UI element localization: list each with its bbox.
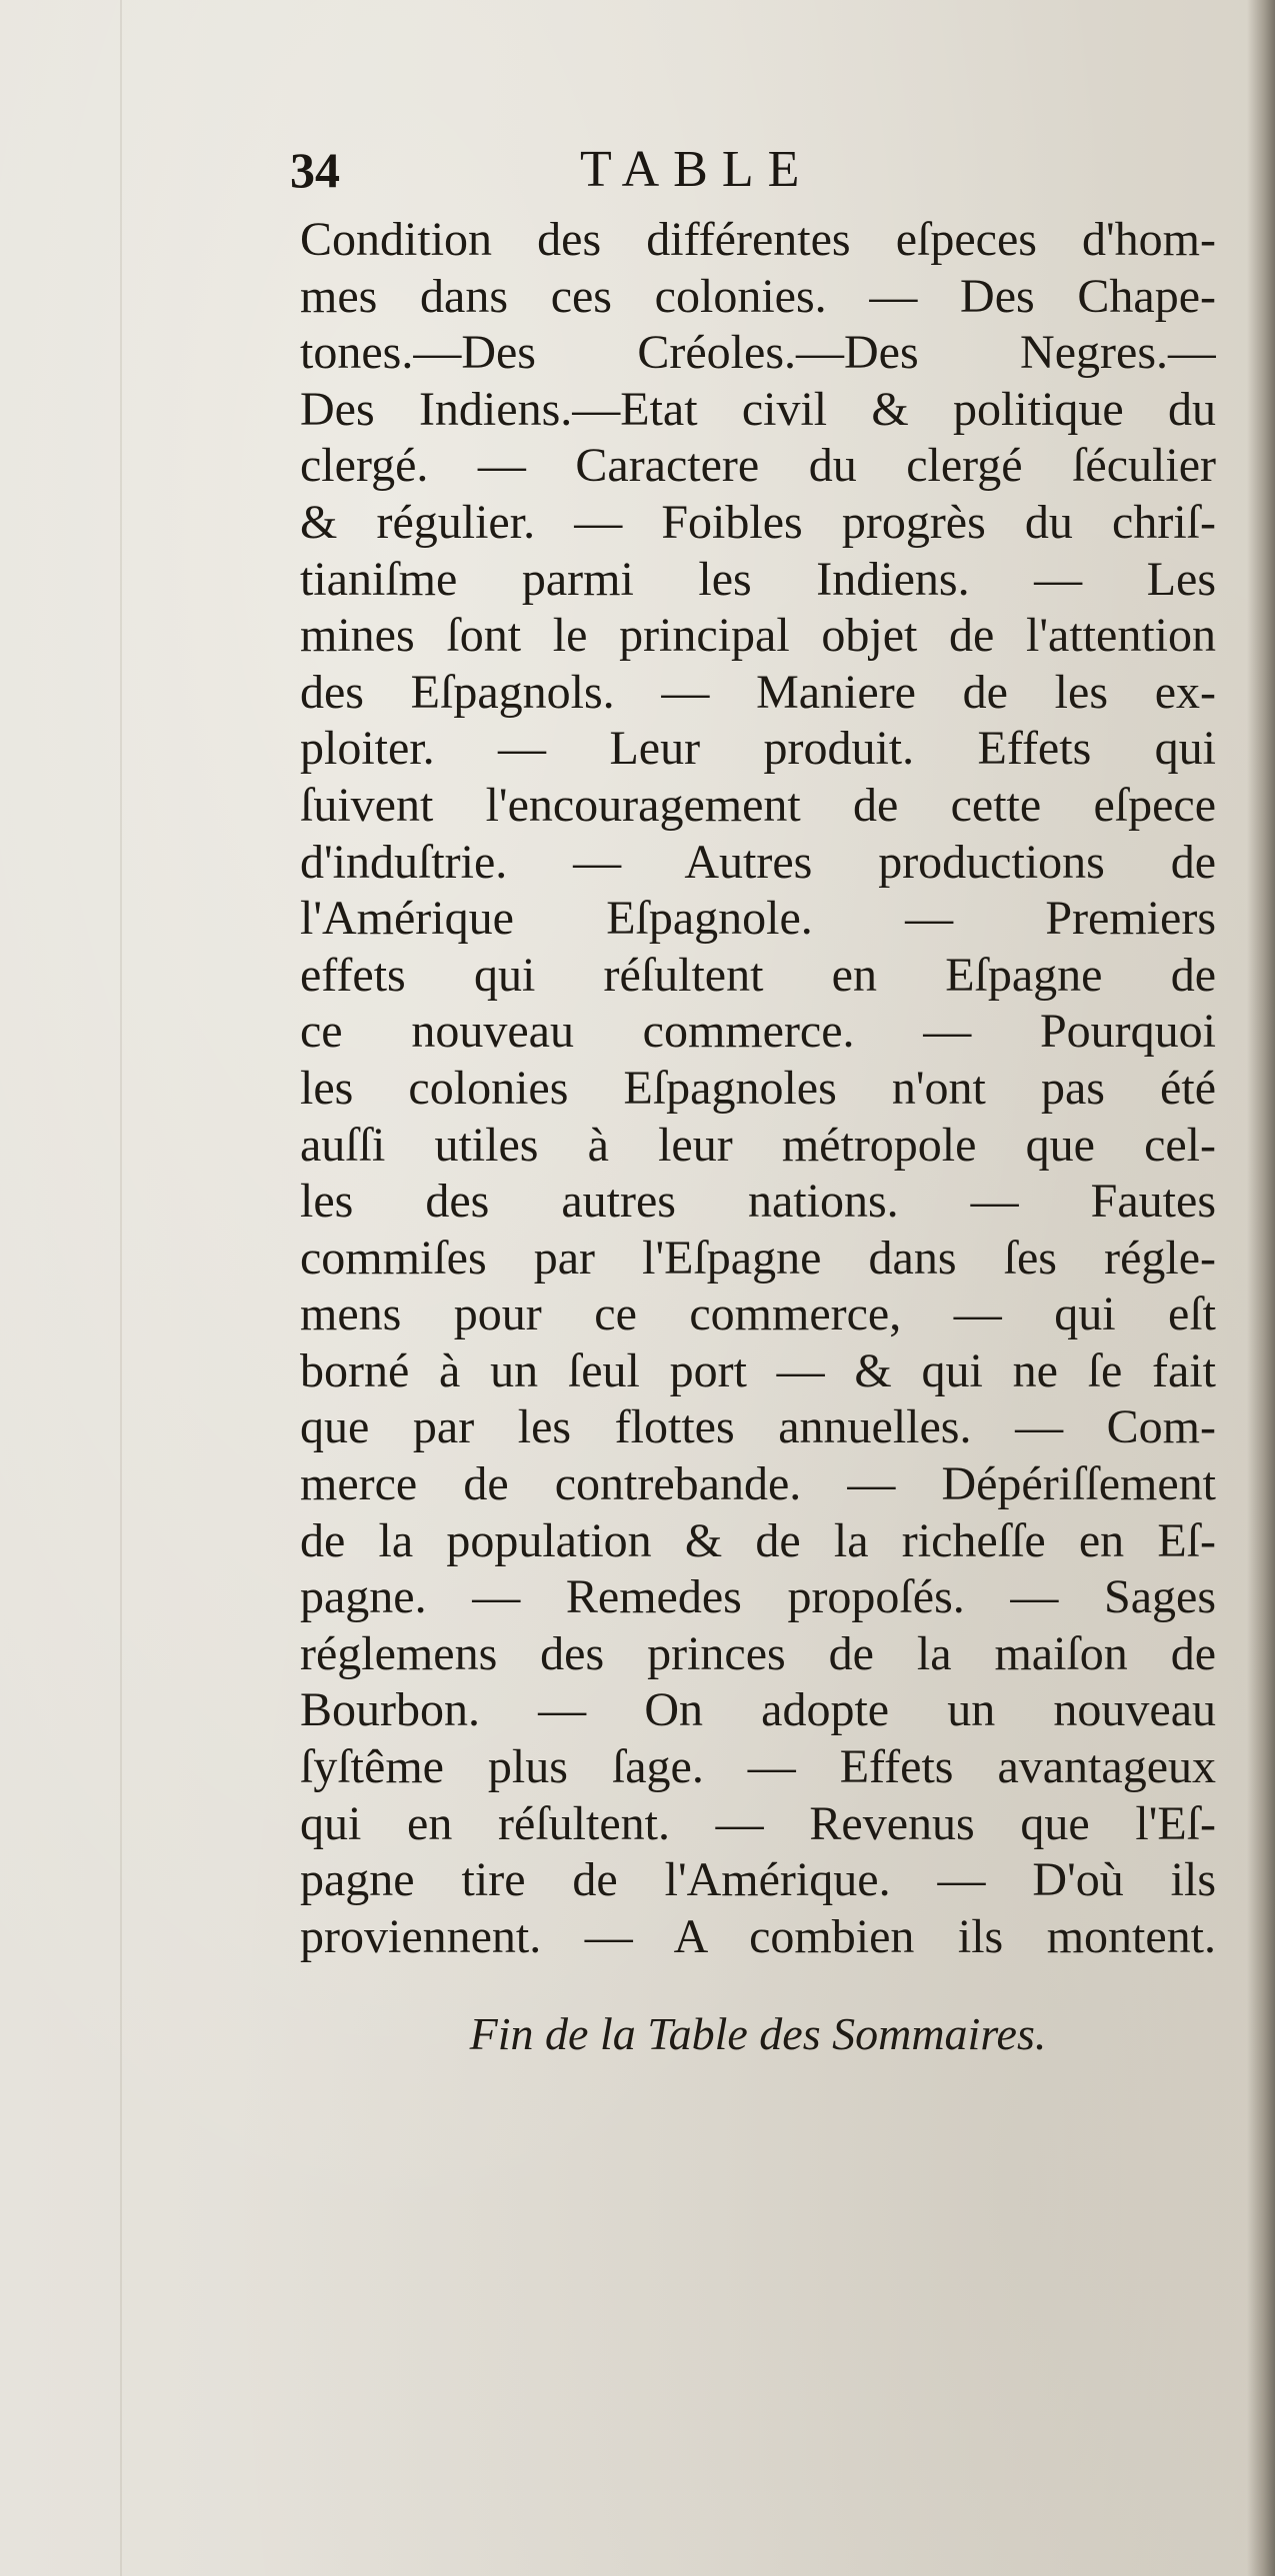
text-line: merce de contrebande. — Dépériſſement bbox=[300, 1457, 1216, 1511]
text-line: l'Amérique Eſpagnole. — Premiers bbox=[300, 892, 1216, 946]
page-fold-shadow bbox=[120, 0, 122, 2576]
text-line: effets qui réſultent en Eſpagne de bbox=[300, 948, 1216, 1002]
text-line: d'induſtrie. — Autres productions de bbox=[300, 835, 1216, 889]
text-line: mes dans ces colonies. — Des Chape- bbox=[300, 269, 1216, 323]
text-line: tianiſme parmi les Indiens. — Les bbox=[300, 552, 1216, 606]
text-line: réglemens des princes de la maiſon de bbox=[300, 1626, 1216, 1680]
text-line: borné à un ſeul port — & qui ne ſe fait bbox=[300, 1343, 1216, 1397]
text-line: tones.—Des Créoles.—Des Negres.— bbox=[300, 326, 1216, 380]
text-line: pagne tire de l'Amérique. — D'où ils bbox=[300, 1853, 1216, 1907]
text-line: proviennent. — A combien ils montent. bbox=[300, 1909, 1216, 1963]
text-line: qui en réſultent. — Revenus que l'Eſ- bbox=[300, 1796, 1216, 1850]
text-line: les des autres nations. — Fautes bbox=[300, 1175, 1216, 1229]
text-line: Condition des différentes eſpeces d'hom- bbox=[300, 213, 1216, 266]
summary-text bbox=[300, 212, 1216, 1965]
page-header bbox=[290, 140, 1230, 210]
text-line: commiſes par l'Eſpagne dans ſes régle- bbox=[300, 1231, 1216, 1285]
text-line: de la population & de la richeſſe en Eſ- bbox=[300, 1513, 1216, 1567]
text-line: Des Indiens.—Etat civil & politique du bbox=[300, 382, 1216, 436]
text-line: mens pour ce commerce, — qui eſt bbox=[300, 1288, 1216, 1341]
text-line: & régulier. — Foibles progrès du chriſ- bbox=[300, 495, 1216, 549]
text-line: clergé. — Caractere du clergé ſéculier bbox=[300, 439, 1216, 493]
text-line: pagne. — Remedes propoſés. — Sages bbox=[300, 1570, 1216, 1624]
text-line: les colonies Eſpagnoles n'ont pas été bbox=[300, 1061, 1216, 1115]
text-line: ploiter. — Leur produit. Effets qui bbox=[300, 722, 1216, 776]
end-of-table-note: Fin de la Table des Sommaires. bbox=[469, 2008, 1047, 2059]
page-number: 34 bbox=[290, 142, 340, 198]
text-line: ſuivent l'encouragement de cette eſpece bbox=[300, 778, 1216, 832]
running-head: TABLE bbox=[580, 141, 814, 198]
text-line: que par les flottes annuelles. — Com- bbox=[300, 1400, 1216, 1454]
text-line: ce nouveau commerce. — Pourquoi bbox=[300, 1005, 1216, 1059]
page-edge-shadow bbox=[1247, 0, 1275, 2576]
text-line: mines ſont le principal objet de l'attention bbox=[300, 609, 1216, 663]
text-line: des Eſpagnols. — Maniere de les ex- bbox=[300, 665, 1216, 719]
text-line: auſſi utiles à leur métropole que cel- bbox=[300, 1118, 1216, 1172]
text-line: Bourbon. — On adopte un nouveau bbox=[300, 1683, 1216, 1737]
text-line: ſyſtême plus ſage. — Effets avantageux bbox=[300, 1740, 1216, 1794]
